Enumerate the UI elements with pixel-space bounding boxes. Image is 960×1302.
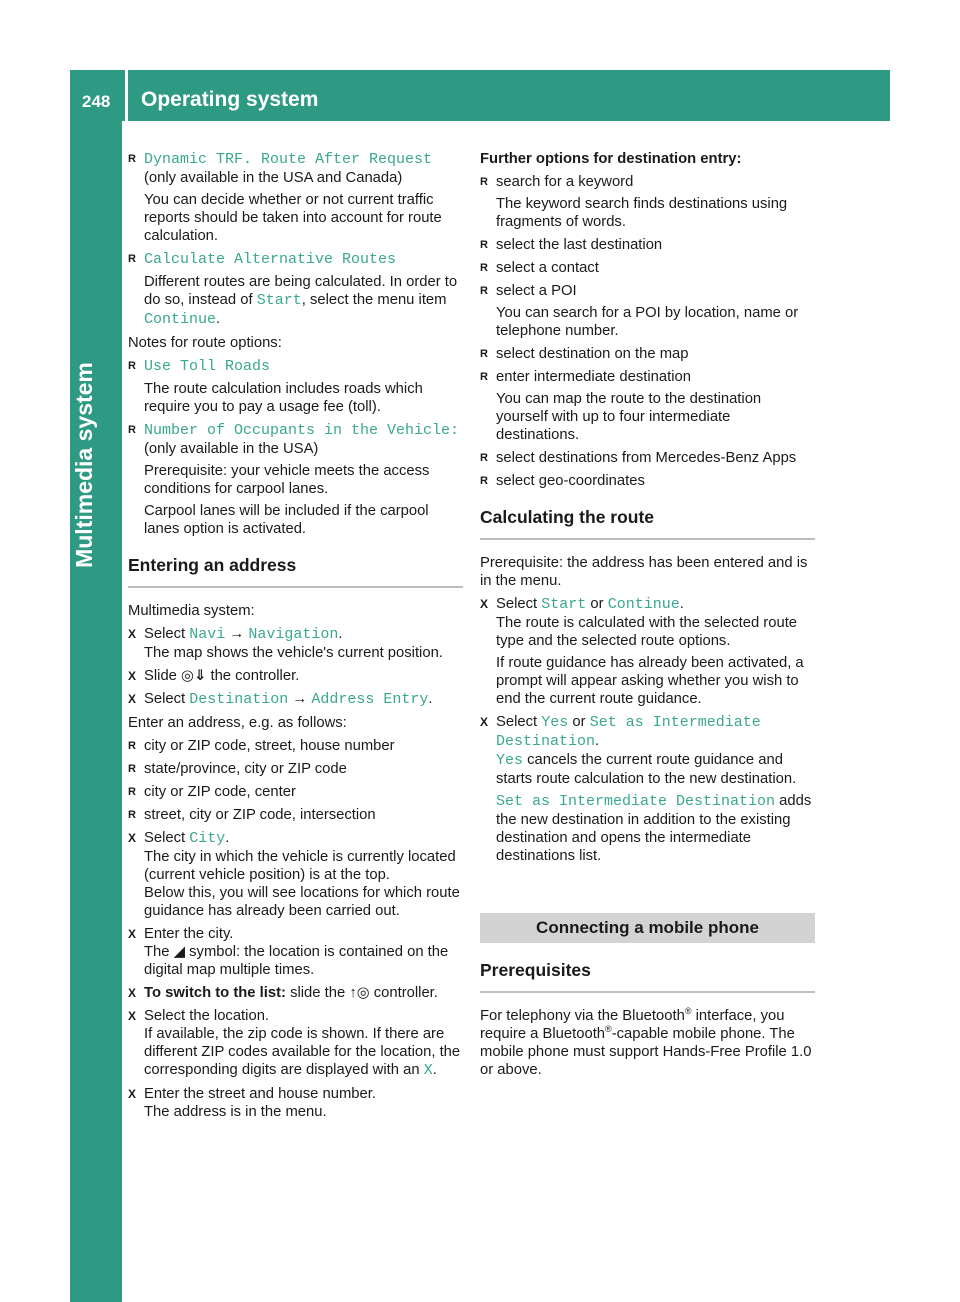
- action-step: X Select the location. If available, the zip code is shown. If there are different ZIP codes available for the location, the corresponding digits are displayed with an X.: [128, 1007, 463, 1080]
- action-step: X Slide ◎⇓ the controller.: [128, 667, 463, 685]
- list-item: R city or ZIP code, center: [128, 783, 463, 801]
- further-heading: Further options for destination entry:: [480, 151, 742, 167]
- action-step: X Select Start or Continue. The route is calculated with the selected route type and the selected route options. If route guidance has already been activated, a prompt will appear asking whether you wish to end the current route guidance.: [480, 595, 815, 708]
- route-option: R Dynamic TRF. Route After Request (only available in the USA and Canada) You can decide whether or not current traffic reports should be taken into account for route calculation.: [128, 150, 463, 245]
- action-step: X Select Navi → Navigation. The map shows the vehicle's current position.: [128, 625, 463, 662]
- action-step: X To switch to the list: slide the ↑◎ controller.: [128, 984, 463, 1002]
- list-item: R city or ZIP code, street, house number: [128, 737, 463, 755]
- list-item: R state/province, city or ZIP code: [128, 760, 463, 778]
- list-item: R select the last destination: [480, 236, 815, 254]
- list-item: R select destinations from Mercedes-Benz Apps: [480, 449, 815, 467]
- menu-code: Dynamic TRF. Route After Request: [144, 151, 433, 168]
- action-step: X Select Destination → Address Entry.: [128, 690, 463, 709]
- page-title: Operating system: [141, 88, 319, 111]
- action-step: X Select Yes or Set as Intermediate Destination. Yes cancels the current route guidance and starts route calculation to the new destination. Set as Intermediate Destination adds the new destination in addition to the existing destination and opens the intermediate destinations list.: [480, 713, 815, 865]
- list-item: R street, city or ZIP code, intersection: [128, 806, 463, 824]
- list-item: R select geo-coordinates: [480, 472, 815, 490]
- ms-intro: Multimedia system:: [128, 603, 255, 619]
- section-banner-phone: Connecting a mobile phone: [480, 913, 815, 943]
- map-location-icon: ◢: [173, 944, 186, 960]
- side-tab-label: Multimedia system: [71, 362, 97, 568]
- route-option: R Use Toll Roads The route calculation includes roads which require you to pay a usage fee (toll).: [128, 357, 463, 416]
- menu-code: Calculate Alternative Routes: [144, 251, 397, 268]
- section-heading-prereq: Prerequisites: [480, 959, 815, 993]
- action-step: X Enter the street and house number. The address is in the menu.: [128, 1085, 463, 1121]
- route-option: R Calculate Alternative Routes Different routes are being calculated. In order to do so, instead of Start, select the menu item Continue.: [128, 250, 463, 329]
- right-column: [480, 150, 815, 1084]
- list-item: R search for a keyword The keyword search finds destinations using fragments of words.: [480, 173, 815, 231]
- route-option: R Number of Occupants in the Vehicle: (only available in the USA) Prerequisite: your vehicle meets the access conditions for carpool lanes. Carpool lanes will be included if the carpool lanes option is activated.: [128, 421, 463, 538]
- phone-requirements: For telephony via the Bluetooth® interface, you require a Bluetooth®-capable mobile phone. The mobile phone must support Hands-Free Profile 1.0 or above.: [480, 1006, 812, 1078]
- action-step: X Select City. The city in which the vehicle is currently located (current vehicle position) is at the top. Below this, you will see locations for which route guidance has already been carried out.: [128, 829, 463, 920]
- side-tab-marker: [70, 785, 122, 837]
- page-number: 248: [82, 92, 111, 111]
- controller-slide-icon: ◎⇓: [181, 668, 207, 684]
- notes-intro: Notes for route options:: [128, 335, 282, 351]
- list-item: R select a contact: [480, 259, 815, 277]
- controller-up-icon: ↑◎: [349, 985, 370, 1001]
- list-item: R select a POI You can search for a POI by location, name or telephone number.: [480, 282, 815, 340]
- menu-code: Use Toll Roads: [144, 358, 271, 375]
- header-divider: [125, 70, 128, 121]
- section-heading-address: Entering an address: [128, 554, 463, 588]
- enter-intro: Enter an address, e.g. as follows:: [128, 715, 347, 731]
- action-step: X Enter the city. The ◢ symbol: the location is contained on the digital map multiple times.: [128, 925, 463, 979]
- menu-code: Number of Occupants in the Vehicle:: [144, 422, 460, 439]
- list-item: R select destination on the map: [480, 345, 815, 363]
- left-column: [128, 150, 463, 1126]
- route-prereq: Prerequisite: the address has been entered and is in the menu.: [480, 555, 808, 589]
- section-heading-route: Calculating the route: [480, 506, 815, 540]
- list-item: R enter intermediate destination You can map the route to the destination yourself with up to four intermediate destinations.: [480, 368, 815, 444]
